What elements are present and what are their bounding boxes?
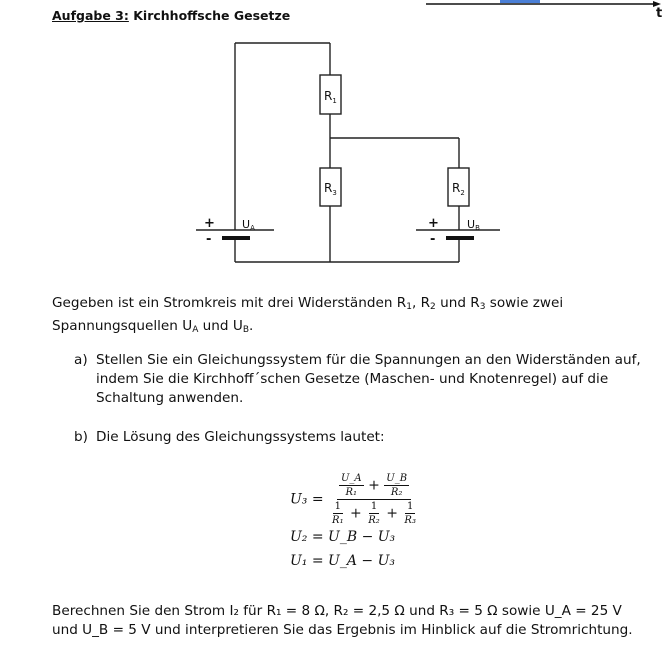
equation-u3: U₃ = $\frac{U\_A}{\text{R₁}}$ + $\frac{U\_B}{\text{R₂}}$ $\frac{1}{\text{R₁}}$ + $\frac{1}{\text{R₂}}$ + $\frac{1}{\text{R₃}}$ (290, 473, 416, 526)
question-b-label: b) (74, 429, 88, 445)
svg-text:-: - (430, 232, 436, 247)
svg-text:-: - (206, 232, 212, 247)
question-b-text: Die Lösung des Gleichungssystems lautet: (96, 429, 385, 445)
svg-text:UA: UA (242, 218, 255, 232)
equation-u1: U₁ = U_A − U₃ (290, 553, 395, 569)
svg-text:UB: UB (467, 218, 480, 232)
svg-text:R1: $R_1$ (324, 89, 337, 105)
cropped-axis-fragment (420, 0, 672, 22)
task-title (52, 8, 290, 23)
svg-text:+: + (428, 216, 439, 231)
circuit-diagram (178, 30, 510, 270)
svg-text:+: + (204, 216, 215, 231)
axis-label-t: t (656, 6, 663, 21)
task-topic: Kirchhoffsche Gesetze (128, 8, 291, 23)
svg-text:R3: $R_3$ (324, 181, 337, 197)
equation-u2: U₂ = U_B − U₃ (290, 529, 396, 545)
svg-text:R2: $R_2$ (452, 181, 465, 197)
question-a-text: Stellen Sie ein Gleichungssystem für die Spannungen an den Widerständen auf, indem Sie die Kirchhoff´schen Gesetze (Maschen- und Knotenregel) auf die Schaltung anwenden. (96, 352, 641, 406)
battery-ua-icon (222, 236, 250, 240)
task-number: Aufgabe 3: (52, 8, 129, 23)
intro-paragraph: Gegeben ist ein Stromkreis mit drei Widerständen $R_1$, $R_2$ und $R_3$ sowie zwei Spannungsquellen $U_A$ und $U_B$. (52, 295, 564, 335)
question-a-label: a) (74, 352, 88, 368)
final-task-paragraph: Berechnen Sie den Strom I₂ für R₁ = 8 Ω, R₂ = 2,5 Ω und R₃ = 5 Ω sowie U_A = 25 V und U_B = 5 V und interpretieren Sie das Ergebnis im Hinblick auf die Stromrichtung. (52, 603, 633, 638)
battery-ub-icon (446, 236, 474, 240)
